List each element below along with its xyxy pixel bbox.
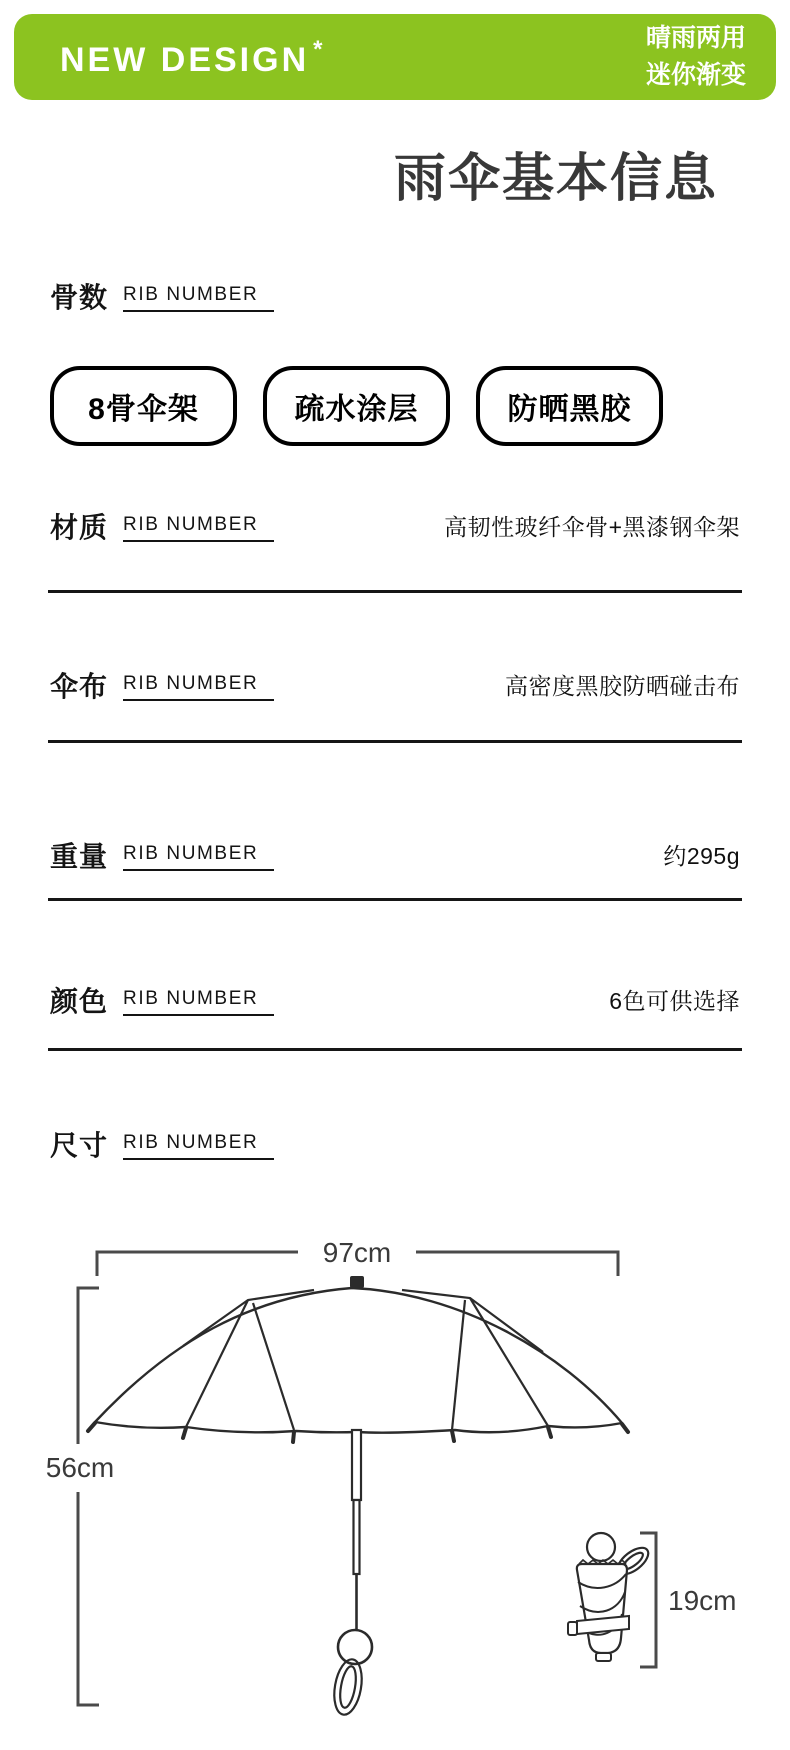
spec-value: 6色可供选择 [609, 988, 740, 1014]
folded-umbrella-drawing [568, 1533, 653, 1661]
brand-name: NEW DESIGN [60, 40, 310, 79]
section-size [50, 1132, 740, 1160]
spec-value: 约295g [663, 843, 740, 869]
height-dimension-label: 56cm [45, 1452, 115, 1483]
spec-label: 材质 [50, 512, 109, 543]
top-banner [14, 14, 776, 100]
section-label: 骨数 [50, 282, 109, 313]
badge-rib-frame: 8骨伞架 [50, 366, 237, 446]
spec-row-color [50, 988, 740, 1016]
umbrella-pole [352, 1430, 361, 1630]
spec-sublabel: RIB NUMBER [123, 989, 274, 1016]
folded-handle-ball [587, 1533, 615, 1561]
umbrella-size-diagram [0, 1230, 790, 1750]
bottom-cap [596, 1653, 611, 1661]
open-umbrella-drawing [88, 1276, 628, 1717]
tagline-line-1: 晴雨两用 [645, 23, 746, 52]
spec-sublabel: RIB NUMBER [123, 515, 274, 542]
brand-text [60, 35, 323, 79]
section-sublabel: RIB NUMBER [123, 1133, 274, 1160]
height-dimension-bracket [78, 1288, 99, 1705]
spec-row-fabric [50, 673, 740, 701]
spec-sublabel: RIB NUMBER [123, 674, 274, 701]
feature-badges [50, 366, 663, 446]
spec-row-weight [50, 843, 740, 871]
section-rib-number [50, 284, 740, 312]
tagline-line-2: 迷你渐变 [645, 61, 746, 89]
divider [48, 1048, 742, 1051]
spec-value: 高密度黑胶防晒碰击布 [505, 673, 740, 699]
divider [48, 590, 742, 593]
divider [48, 898, 742, 901]
divider [48, 740, 742, 743]
spec-label: 伞布 [50, 671, 109, 702]
spec-row-material [50, 514, 740, 542]
folded-dimension-label: 19cm [668, 1585, 737, 1616]
spec-label: 颜色 [50, 986, 109, 1017]
ferrule-tip [350, 1276, 364, 1288]
badge-water-repellent-coating: 疏水涂层 [263, 366, 450, 446]
wrist-loop [330, 1657, 365, 1717]
banner-tagline [646, 20, 746, 95]
spec-label: 重量 [50, 841, 109, 872]
page-title: 雨伞基本信息 [393, 150, 718, 208]
spec-value: 高韧性玻纤伞骨+黑漆钢伞架 [444, 514, 740, 540]
ball-handle [338, 1630, 372, 1664]
width-dimension-label: 97cm [322, 1237, 392, 1268]
section-sublabel: RIB NUMBER [123, 285, 274, 312]
badge-uv-black-glue: 防晒黑胶 [476, 366, 663, 446]
spec-sublabel: RIB NUMBER [123, 844, 274, 871]
section-label: 尺寸 [50, 1130, 109, 1161]
asterisk-mark: * [313, 35, 323, 63]
